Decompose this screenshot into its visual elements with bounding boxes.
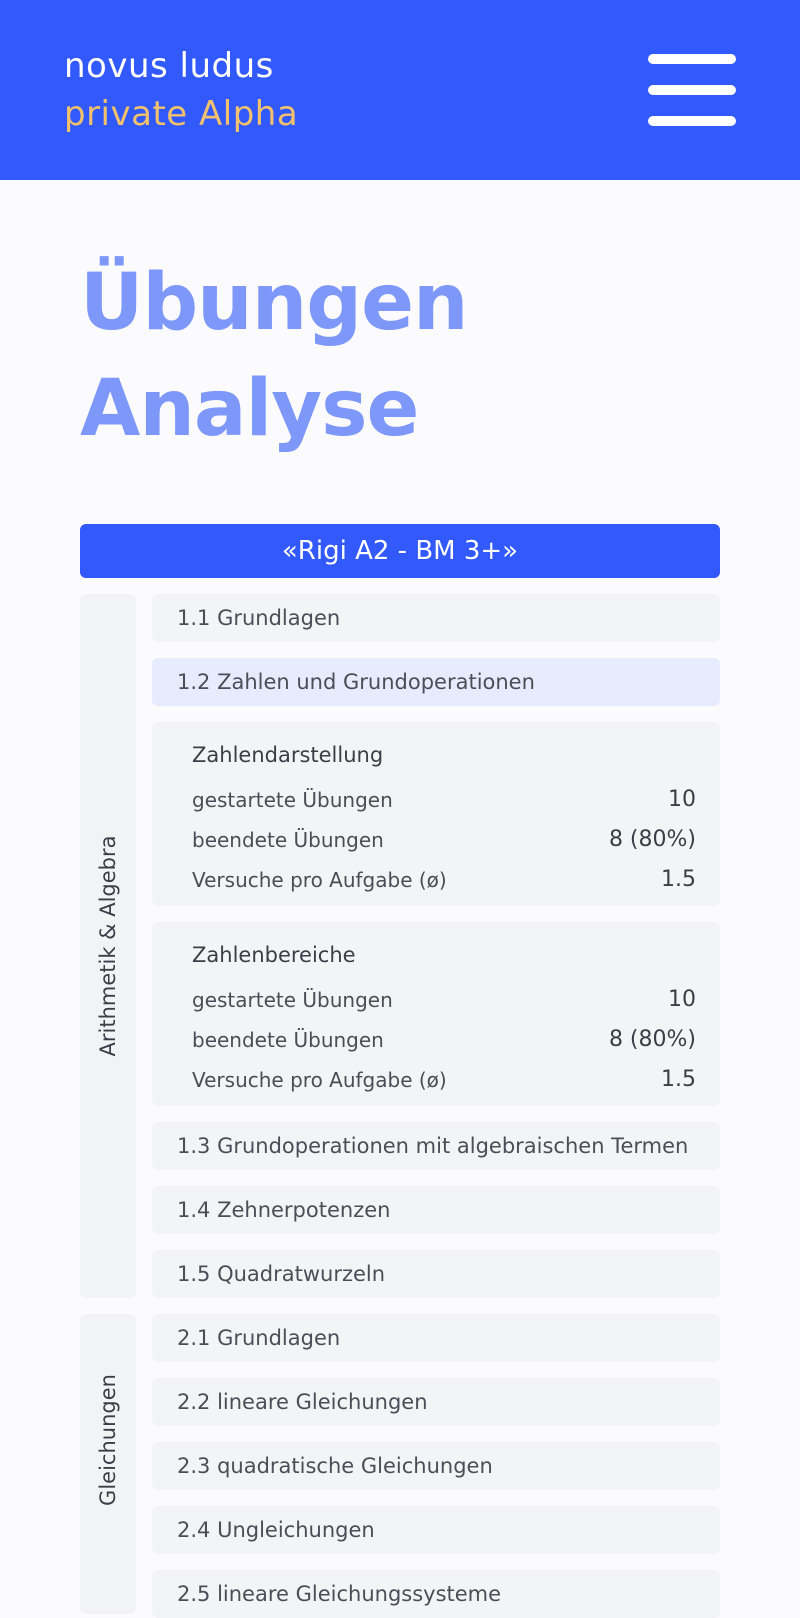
category-arithmetik-algebra [80, 594, 136, 1298]
category-gleichungen [80, 1314, 136, 1614]
brand-logo[interactable] [64, 42, 298, 138]
topic-2-5[interactable]: 2.5 lineare Gleichungssysteme [152, 1570, 720, 1618]
course-selector-button[interactable]: «Rigi A2 - BM 3+» [80, 524, 720, 578]
brand-name: novus ludus [64, 46, 274, 86]
topic-2-3[interactable]: 2.3 quadratische Gleichungen [152, 1442, 720, 1490]
stat-row-finished: beendete Übungen 8 (80%) [192, 827, 696, 852]
topic-1-2[interactable]: 1.2 Zahlen und Grundoperationen [152, 658, 720, 706]
stats-card-zahlendarstellung [152, 722, 720, 906]
stats-card-title: Zahlendarstellung [192, 743, 384, 767]
topic-1-1[interactable]: 1.1 Grundlagen [152, 594, 720, 642]
topic-1-5[interactable]: 1.5 Quadratwurzeln [152, 1250, 720, 1298]
page-title: Übungen Analyse [80, 258, 468, 454]
topic-1-3[interactable]: 1.3 Grundoperationen mit algebraischen Termen [152, 1122, 720, 1170]
stat-row-started: gestartete Übungen 10 [192, 987, 696, 1012]
topic-2-1[interactable]: 2.1 Grundlagen [152, 1314, 720, 1362]
stat-row-attempts: Versuche pro Aufgabe (ø) 1.5 [192, 867, 696, 892]
hamburger-menu-icon[interactable] [648, 52, 736, 128]
top-bar [0, 0, 800, 180]
topic-2-4[interactable]: 2.4 Ungleichungen [152, 1506, 720, 1554]
stats-card-zahlenbereiche [152, 922, 720, 1106]
brand-subtitle: private Alpha [64, 94, 299, 134]
stats-card-title: Zahlenbereiche [192, 943, 356, 967]
stat-row-finished: beendete Übungen 8 (80%) [192, 1027, 696, 1052]
stat-row-attempts: Versuche pro Aufgabe (ø) 1.5 [192, 1067, 696, 1092]
category-label: Arithmetik & Algebra [96, 835, 120, 1057]
topic-1-4[interactable]: 1.4 Zehnerpotenzen [152, 1186, 720, 1234]
stat-row-started: gestartete Übungen 10 [192, 787, 696, 812]
topic-2-2[interactable]: 2.2 lineare Gleichungen [152, 1378, 720, 1426]
category-label: Gleichungen [96, 1374, 120, 1506]
